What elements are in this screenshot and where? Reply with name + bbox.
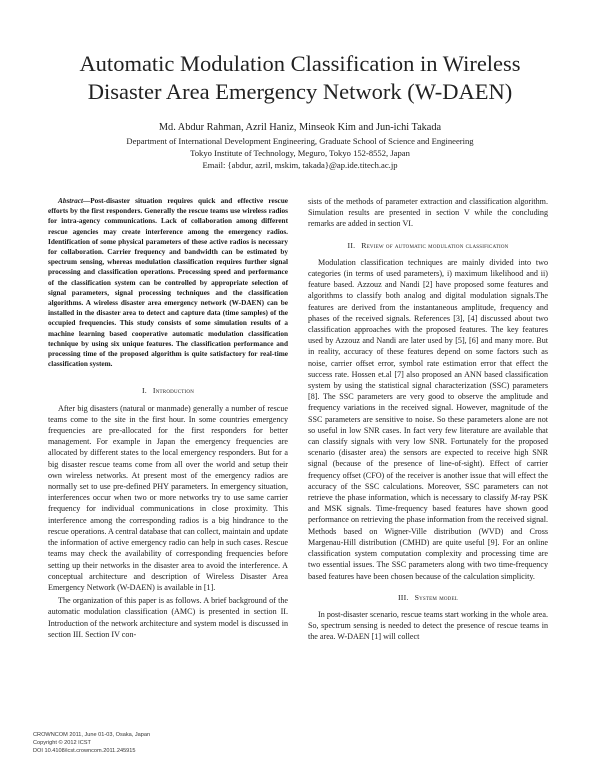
right-column xyxy=(308,196,548,643)
section-title: Introduction xyxy=(152,386,195,396)
system-model-paragraph: In post-disaster scenario, rescue teams start working in the whole area. So, spectrum sensing is needed to detect the presence of rescue teams in the area. W-DAEN [1] will collect xyxy=(308,609,548,642)
affiliation-email: Email: {abdur, azril, mskim, takada}@ap.ide.titech.ac.jp xyxy=(202,160,398,170)
affiliation xyxy=(30,135,570,171)
abstract-label: Abstract xyxy=(58,197,83,205)
affiliation-institute: Tokyo Institute of Technology, Meguro, Tokyo 152-8552, Japan xyxy=(190,148,410,158)
review-text-italic: M xyxy=(510,493,518,503)
section-number: III. xyxy=(398,592,409,602)
review-text-a: Modulation classification techniques are mainly divided into two categories (in terms of used parameters), i) maximum likelihood and ii) feature based. Azzouz and Nandi [2] have proposed some features and algorithms to classify both analog and digital modulation signals.The features are derived from the instantaneous amplitude, frequency and phases of the received signals. References [3], [4] discussed about two classification approaches with the proposed features. The key features used by Azzouz and Nandi are later used by [5], [6] and many more. But in reality, accuracy of these features depend on some factors such as noise, carrier offset error, symbol rate estimation error that effect the success rate. Hossen et.al [7] also proposed an ANN based classification system by using the statistical signal characterization (SSC) parameters [8]. The SSC parameters are very good to observe the amplitude and frequency variations in the received signal. However, magnitude of the SSC parameters are sensitive to noise. So these parameters alone are not so useful in low SNR cases. In fact very few literature are available that can classify signals with very low SNR. Fortunately for the proposed scenario (disaster area) the sensors are expected to receive high SNR signal (because of the presence of line-of-sight). Effect of carrier frequency offset (CFO) of the receiver is another issue that will effect the accuracy of the SSC calculations. Moreover, SSC parameters can not retrieve the phase information, which is necessary to classify xyxy=(308,257,548,503)
left-column xyxy=(48,196,288,640)
section-title: System model xyxy=(414,592,458,602)
title-line-2: Disaster Area Emergency Network (W-DAEN) xyxy=(87,79,513,104)
affiliation-department: Department of International Development Engineering, Graduate School of Science and Engineering xyxy=(126,136,474,146)
footer-doi: DOI 10.4108/icst.crowncom.2011.245915 xyxy=(33,748,136,754)
intro-paragraph-2-continued: sists of the methods of parameter extraction and classification algorithm. Simulation results are presented in section V while the concluding remarks are added in section VI. xyxy=(308,197,548,229)
footer-copyright: Copyright © 2012 ICST xyxy=(33,740,91,746)
paper-title xyxy=(30,50,570,106)
intro-paragraph-2: The organization of this paper is as follows. A brief background of the automatic modulation classification (AMC) is presented in section II. Introduction of the network architecture and system model is discussed in section III. Section IV con- xyxy=(48,596,288,639)
abstract-text: —Post-disaster situation requires quick and effective rescue efforts by the first responders. Generally the rescue teams use wireless radios for intra-agency communications. Lack of collaboration among different rescue agencies may create interference among the emergency radios. Identification of some physical parameters of these active radios is necessary for collaboration. Carrier frequency and bandwidth can be estimated by spectrum sensing, whereas modulation classification requires further signal processing and classification operations. Processing speed and performance of the classification system can be controlled by appropriate selection of signal parameters, signal processing techniques and the classification algorithms. A wireless disaster area emergency network (W-DAEN) can be installed in the disaster area to detect and capture data (time samples) of the occupied frequencies. This study consists of some simulation results of a machine learning based cooperative automatic modulation classification technique by using six unique features. The classification performance and processing time of the proposed algorithm is quite satisfactory for real-time classification system. xyxy=(48,197,288,369)
title-line-1: Automatic Modulation Classification in Wireless xyxy=(79,51,521,76)
intro-paragraph-1: After big disasters (natural or manmade) generally a number of rescue teams come to the site in the first hour. In some countries emergency frequencies are pre-allocated for the first responders for better management. For example in Japan the emergency frequencies are allocated by different states to the local emergency responders. But for a big disaster rescue teams come from all over the world and setup their own wireless networks. At present most of the emergency radios are normally set to use pre-defined PHY parameters. In emergency situation, interferences occur when two or more networks try to use same carrier frequency for individual communications in close proximity. This interference among the corresponding radios is a big hindrance to the rescue operations. A central database that can collect, maintain and update the information of active emergency radio can help in such cases. Rescue teams may check the availability of corresponding frequencies before setting up their networks in the disaster area to avoid the interference. A conceptual architecture and description of Wireless Disaster Area Emergency Network (W-DAEN) is available in [1]. xyxy=(48,403,289,592)
section-heading-review xyxy=(308,240,548,251)
section-number: II. xyxy=(347,240,356,250)
author-list: Md. Abdur Rahman, Azril Haniz, Minseok Kim and Jun-ichi Takada xyxy=(158,122,442,133)
section-number: I. xyxy=(141,386,147,396)
section-heading-system-model xyxy=(308,592,548,603)
review-paragraph xyxy=(308,257,548,582)
copyright-footer xyxy=(33,731,150,755)
section-heading-introduction xyxy=(48,385,288,396)
footer-conference: CROWNCOM 2011, June 01-03, Osaka, Japan xyxy=(33,732,151,738)
section-title: Review of automatic modulation classification xyxy=(361,240,509,250)
abstract xyxy=(48,196,288,369)
review-text-b: -ray PSK and MSK signals. Time-frequency based features have shown good performance on retrieving the phase information from the received signal. Methods based on Wigner-Ville distribution (WVD) and Cross Margenau-Hill distribution (CMHD) are quite useful [9]. For an online classification system computation complexity and processing time are two essential issues. The SSC parameters along with two time-frequency based features have been chosen because of the calculation simplicity. xyxy=(308,493,548,581)
